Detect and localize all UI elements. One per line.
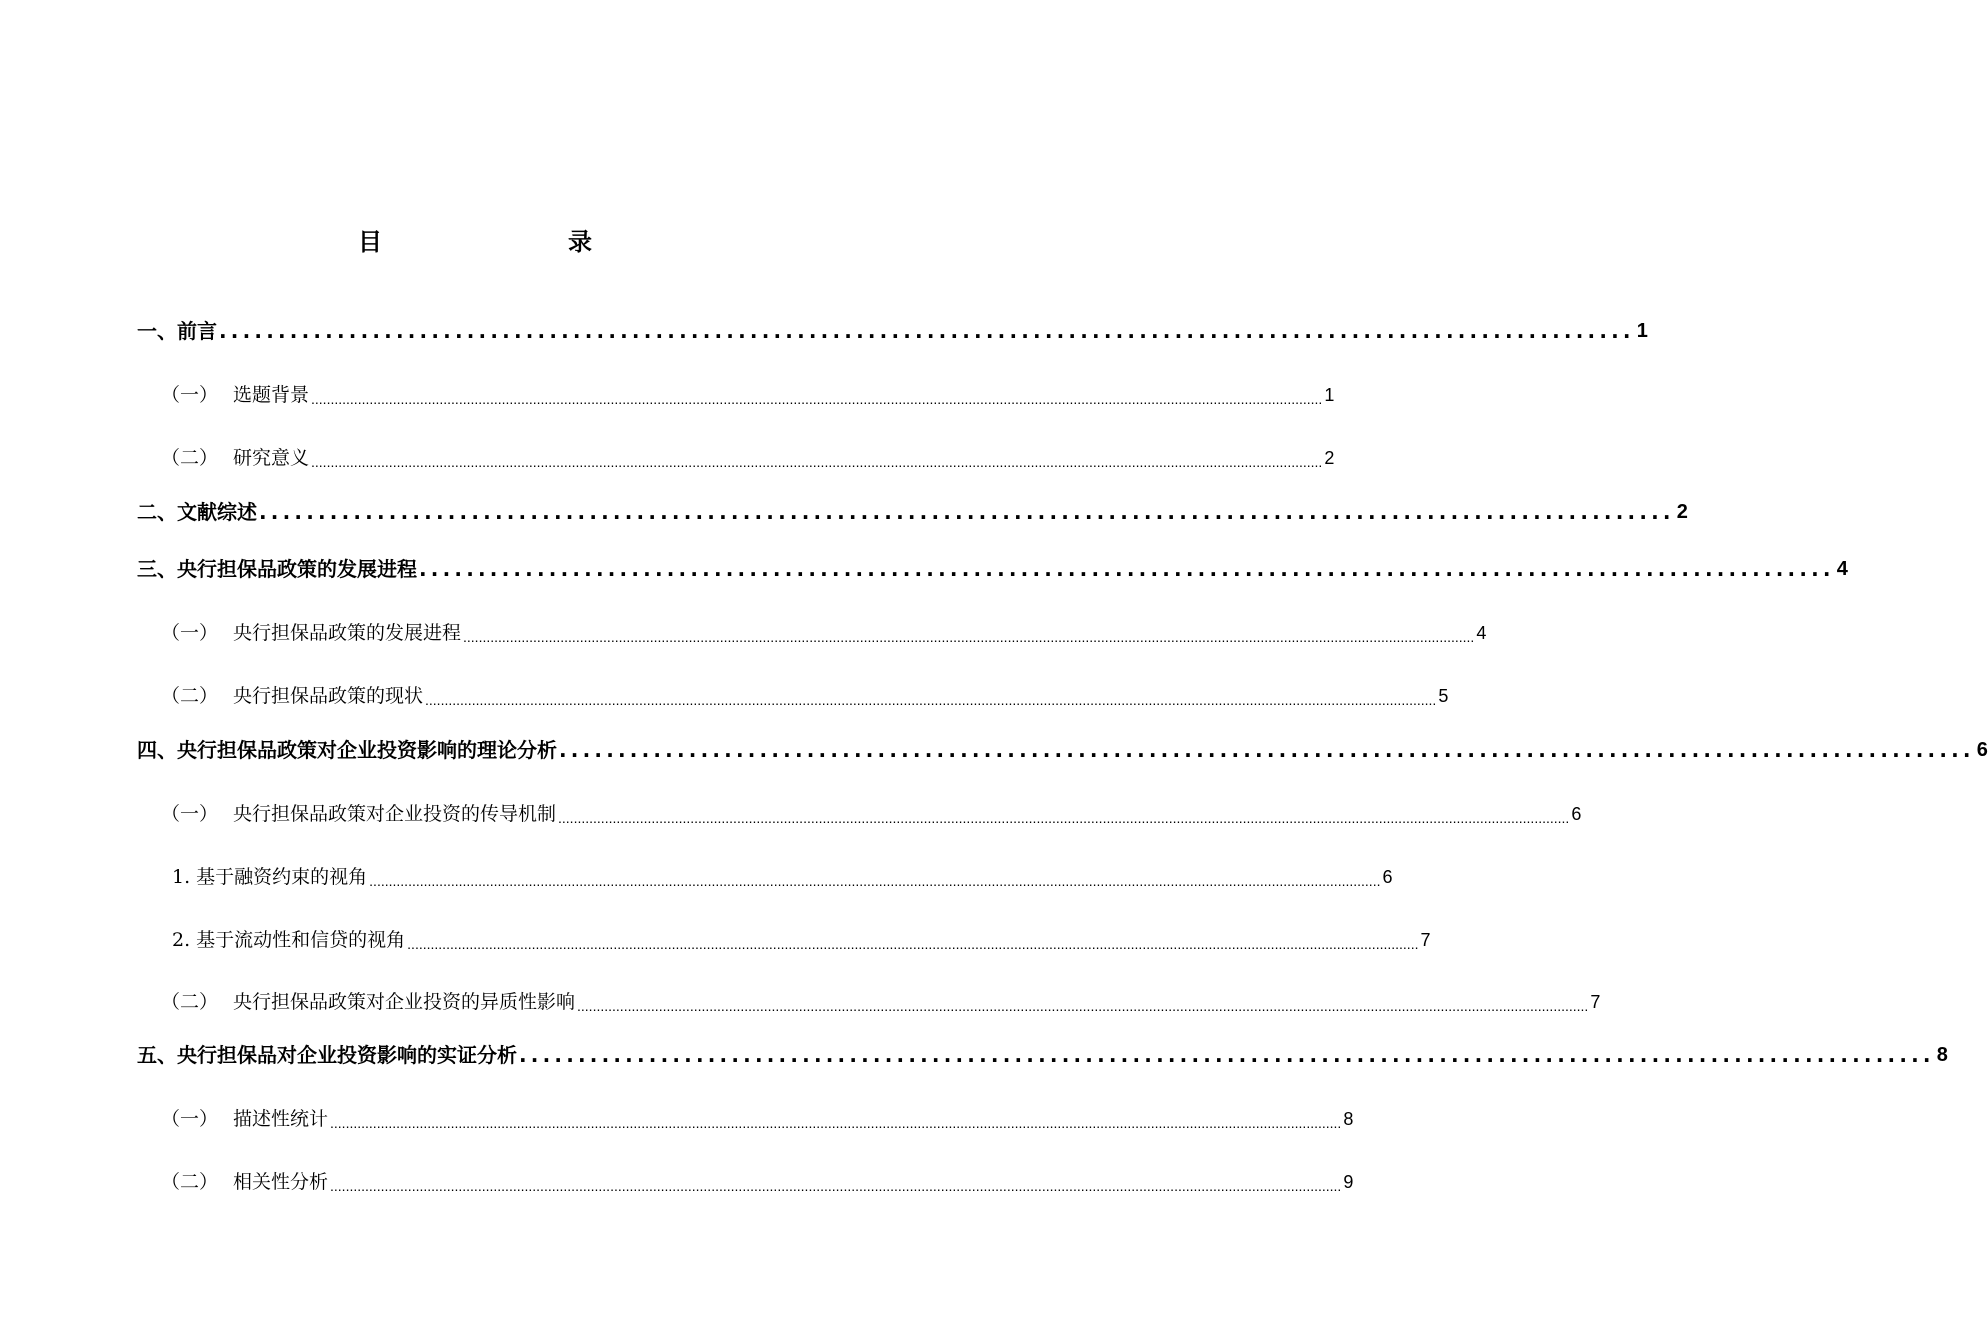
toc-entry[interactable] [137, 1041, 1948, 1069]
toc-entry-label [137, 1105, 328, 1133]
toc-dot-leader: ........................................................................................................................ [519, 1043, 1935, 1067]
toc-entry[interactable] [137, 381, 1335, 409]
toc-dot-leader: ........................................................................................................................ [419, 557, 1835, 581]
toc-page-number: 6 [1382, 867, 1393, 887]
toc-entry-text: 央行担保品政策对企业投资的传导机制 [233, 803, 557, 825]
toc-page-number: 8 [1343, 1109, 1354, 1129]
toc-dot-leader: ........................................................................................................................ [259, 500, 1675, 524]
toc-page-number: 4 [1476, 623, 1487, 643]
toc-dot-leader: .................................................................................................................................................................................................................................................................... [311, 391, 1323, 407]
toc-entry-label: 二、文献综述 [137, 500, 257, 524]
toc-entry-label [137, 619, 461, 647]
toc-entry-label [137, 1168, 328, 1196]
toc-dot-leader: .................................................................................................................................................................................................................................................................... [330, 1178, 1342, 1194]
toc-page-number: 2 [1676, 501, 1688, 523]
toc-entry[interactable] [137, 863, 1393, 891]
toc-dot-leader: .................................................................................................................................................................................................................................................................... [369, 873, 1381, 889]
toc-entry[interactable] [137, 1168, 1354, 1196]
toc-dot-leader: .................................................................................................................................................................................................................................................................... [407, 936, 1419, 952]
toc-page-number: 9 [1343, 1172, 1354, 1192]
toc-entry-label: 一、前言 [137, 319, 217, 343]
toc-entry-text: 央行担保品政策对企业投资的异质性影响 [233, 991, 576, 1013]
toc-entry-label [137, 988, 575, 1016]
toc-entry[interactable] [137, 444, 1335, 472]
toc-entry-text: 央行担保品政策的现状 [233, 685, 424, 707]
toc-entry[interactable] [137, 988, 1601, 1016]
toc-entry-label: 三、央行担保品政策的发展进程 [137, 557, 417, 581]
toc-entry-number: （一） [161, 622, 219, 644]
toc-page-number: 1 [1324, 385, 1335, 405]
toc-entry[interactable] [137, 555, 1848, 583]
toc-dot-leader: .................................................................................................................................................................................................................................................................... [558, 810, 1570, 826]
toc-page-number: 4 [1836, 558, 1848, 580]
toc-page-number: 1 [1636, 320, 1648, 342]
toc-page-number: 7 [1590, 992, 1601, 1012]
toc-dot-leader: .................................................................................................................................................................................................................................................................... [463, 629, 1475, 645]
toc-entry[interactable] [137, 736, 1988, 764]
toc-entry-label [137, 800, 556, 828]
toc-entry[interactable] [137, 317, 1648, 345]
toc-entry-text: 央行担保品政策的发展进程 [233, 622, 462, 644]
toc-entry[interactable] [137, 926, 1431, 954]
toc-entry-label: 1. 基于融资约束的视角 [172, 866, 368, 888]
toc-entry[interactable] [137, 682, 1449, 710]
toc-dot-leader: ........................................................................................................................ [559, 738, 1975, 762]
toc-entry-text: 研究意义 [233, 447, 310, 469]
toc-dot-leader: .................................................................................................................................................................................................................................................................... [425, 692, 1437, 708]
toc-entry[interactable] [137, 498, 1688, 526]
toc-entry-number: （一） [161, 1108, 219, 1130]
toc-entry[interactable] [137, 619, 1487, 647]
toc-entry-label: 四、央行担保品政策对企业投资影响的理论分析 [137, 738, 557, 762]
toc-entry-number: （二） [161, 1171, 219, 1193]
toc-entry-label [137, 381, 309, 409]
toc-dot-leader: .................................................................................................................................................................................................................................................................... [330, 1115, 1342, 1131]
toc-entry-number: （二） [161, 447, 219, 469]
toc-title: 目 录 [358, 228, 638, 256]
toc-entry-number: （二） [161, 991, 219, 1013]
toc-entry-text: 选题背景 [233, 384, 310, 406]
toc-dot-leader: .................................................................................................................................................................................................................................................................... [577, 998, 1589, 1014]
toc-entry[interactable] [137, 800, 1582, 828]
toc-entry-number: （一） [161, 384, 219, 406]
toc-entry[interactable] [137, 1105, 1354, 1133]
toc-entry-label: 五、央行担保品对企业投资影响的实证分析 [137, 1043, 517, 1067]
toc-page-number: 8 [1936, 1044, 1948, 1066]
toc-page-number: 6 [1571, 804, 1582, 824]
toc-page-number: 6 [1976, 739, 1988, 761]
toc-entry-text: 相关性分析 [233, 1171, 329, 1193]
toc-dot-leader: ........................................................................................................................ [219, 319, 1635, 343]
toc-page-number: 7 [1420, 930, 1431, 950]
toc-entry-label: 2. 基于流动性和信贷的视角 [172, 929, 406, 951]
toc-page-number: 2 [1324, 448, 1335, 468]
toc-entry-label [137, 682, 423, 710]
toc-entry-label [137, 444, 309, 472]
toc-dot-leader: .................................................................................................................................................................................................................................................................... [311, 454, 1323, 470]
toc-entry-number: （一） [161, 803, 219, 825]
toc-page-number: 5 [1438, 686, 1449, 706]
toc-entry-number: （二） [161, 685, 219, 707]
toc-entry-text: 描述性统计 [233, 1108, 329, 1130]
